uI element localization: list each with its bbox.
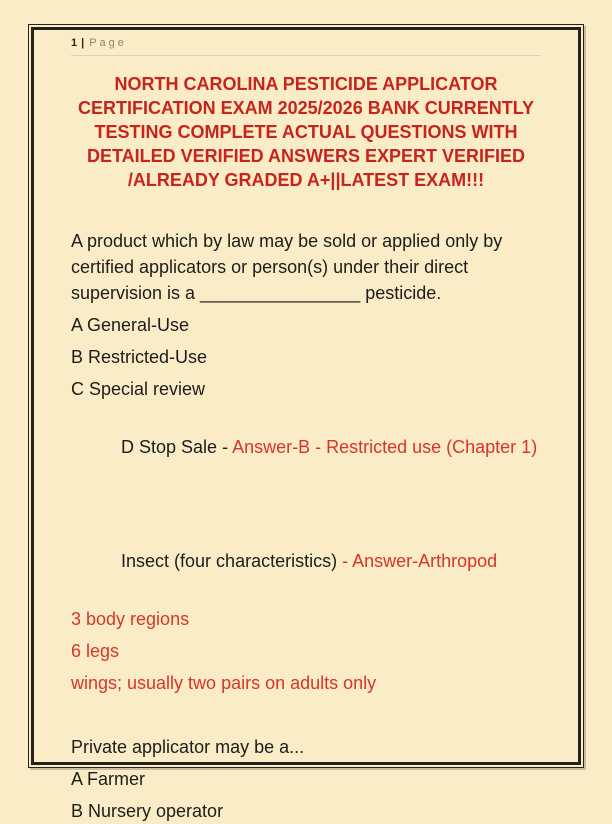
document-title-line: CERTIFICATION EXAM 2025/2026 BANK CURRENTLY bbox=[77, 98, 535, 118]
page-border-frame bbox=[28, 24, 584, 821]
page-header bbox=[71, 36, 541, 56]
question-1-option-c: C Special review bbox=[71, 379, 206, 399]
question-1-line: A product which by law may be sold or applied only by bbox=[71, 231, 503, 251]
document-title bbox=[71, 72, 541, 192]
question-2-answer-detail: wings; usually two pairs on adults only bbox=[71, 673, 377, 693]
document-title-line: NORTH CAROLINA PESTICIDE APPLICATOR bbox=[114, 74, 498, 94]
document-title-line: DETAILED VERIFIED ANSWERS EXPERT VERIFIED bbox=[86, 146, 526, 166]
spacer bbox=[71, 702, 541, 734]
question-3-text: Private applicator may be a... bbox=[71, 737, 305, 757]
question-2-text: Insect (four characteristics) bbox=[121, 551, 343, 571]
question-2-text-with-answer bbox=[71, 522, 541, 600]
question-1-option-a: A General-Use bbox=[71, 315, 190, 335]
question-3-option-b: B Nursery operator bbox=[71, 801, 224, 821]
page-number: 1 bbox=[71, 37, 78, 49]
question-1-line: certified applicators or person(s) under their direct bbox=[71, 257, 469, 277]
question-1-option-d-with-answer bbox=[71, 408, 541, 486]
question-2-answer-detail: 3 body regions bbox=[71, 609, 190, 629]
question-1-answer: Answer-B - Restricted use (Chapter 1) bbox=[232, 437, 538, 457]
document-title-line: /ALREADY GRADED A+||LATEST EXAM!!! bbox=[127, 170, 485, 190]
document-title-line: TESTING COMPLETE ACTUAL QUESTIONS WITH bbox=[94, 122, 518, 142]
question-1-option-d: D Stop Sale - bbox=[121, 437, 233, 457]
document-body bbox=[71, 228, 541, 824]
question-1-option-b: B Restricted-Use bbox=[71, 347, 208, 367]
page-border-frame-inner bbox=[31, 27, 581, 821]
question-1-text bbox=[71, 228, 541, 306]
question-3-option-a: A Farmer bbox=[71, 769, 146, 789]
question-1-line: supervision is a ________________ pesticide. bbox=[71, 283, 442, 303]
spacer bbox=[71, 492, 541, 522]
header-separator: | bbox=[81, 37, 85, 49]
question-2-answer-detail: 6 legs bbox=[71, 641, 120, 661]
page-label: Page bbox=[89, 37, 127, 49]
question-2-answer: - Answer-Arthropod bbox=[342, 551, 498, 571]
